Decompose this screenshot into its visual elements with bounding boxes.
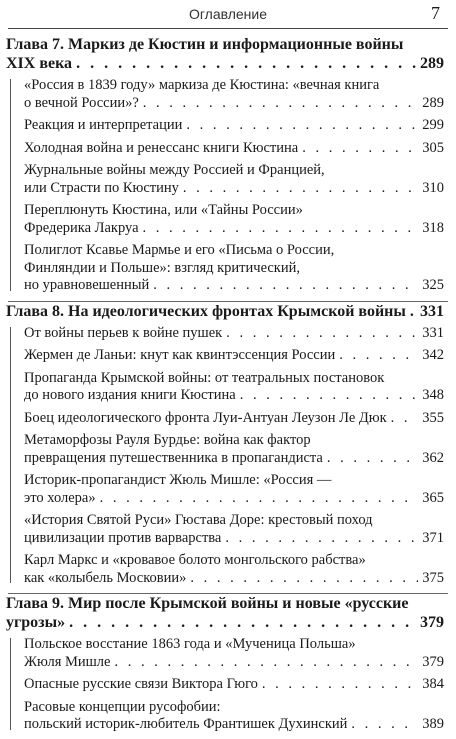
entry-line-text: Журнальные войны между Россией и Францией, — [24, 162, 325, 178]
chapter-block — [0, 35, 456, 295]
entry-line — [24, 676, 444, 694]
toc-entry — [24, 325, 444, 343]
entry-line — [24, 242, 444, 260]
header-rule — [8, 28, 448, 29]
dot-leader — [143, 95, 418, 113]
entry-line-text: Фредерика Лакруа — [24, 219, 139, 236]
entry-line — [24, 410, 444, 428]
section-list — [10, 325, 444, 588]
entry-line — [24, 220, 444, 238]
dot-leader — [327, 450, 418, 468]
table-of-contents — [0, 35, 456, 739]
chapter-title — [6, 302, 444, 321]
dot-leader — [114, 654, 418, 672]
dot-leader — [226, 325, 418, 343]
page-ref: 310 — [422, 179, 444, 196]
chapter-title-line-text: XIX века — [6, 55, 73, 72]
entry-line — [24, 180, 444, 198]
entry-line-text: Боец идеологического фронта Луи-Антуан Леузон Ле Дюк — [24, 409, 387, 426]
chapter-title-line-text: Глава 9. Мир после Крымской войны и новые «русские — [6, 595, 409, 612]
toc-entry — [24, 117, 444, 135]
entry-line — [24, 95, 444, 113]
page-ref: 389 — [422, 716, 444, 732]
toc-entry — [24, 202, 444, 237]
page-ref: 379 — [420, 614, 444, 631]
page-ref: 325 — [422, 277, 444, 293]
dot-leader — [302, 140, 418, 158]
entry-line — [24, 162, 444, 180]
entry-line — [24, 347, 444, 365]
chapter-title-line-text: Глава 8. На идеологических фронтах Крымской войны — [6, 302, 406, 320]
entry-line — [24, 387, 444, 405]
section-list — [10, 77, 444, 295]
entry-line — [24, 636, 444, 654]
toc-entry — [24, 410, 444, 428]
chapter-block — [0, 302, 456, 588]
page-ref: 365 — [422, 489, 444, 506]
chapter-block — [0, 594, 456, 734]
entry-line — [24, 512, 444, 530]
dot-leader — [339, 347, 418, 365]
page-ref: 384 — [422, 676, 444, 692]
dot-leader — [262, 676, 418, 694]
entry-line — [24, 77, 444, 95]
entry-line — [24, 472, 444, 490]
entry-line — [24, 432, 444, 450]
toc-entry — [24, 77, 444, 112]
entry-line — [24, 117, 444, 135]
toc-entry — [24, 370, 444, 405]
chapter-title-line — [6, 613, 444, 632]
running-header-title: Оглавление — [188, 6, 268, 22]
chapter-title-line — [6, 594, 444, 613]
toc-entry — [24, 699, 444, 734]
dot-leader — [69, 613, 416, 632]
entry-line-text: как «колыбель Московии» — [24, 569, 187, 586]
toc-entry — [24, 676, 444, 694]
toc-entry — [24, 636, 444, 671]
entry-line — [24, 490, 444, 508]
entry-line-text: Опасные русские связи Виктора Гюго — [24, 676, 258, 692]
entry-line-text: Пропаганда Крымской войны: от театральных постановок — [24, 369, 385, 386]
entry-line-text: это холера» — [24, 489, 96, 506]
entry-line — [24, 716, 444, 734]
entry-line-text: Расовые концепции русофобии: — [24, 698, 221, 715]
dot-leader — [76, 54, 416, 73]
chapter-title-line — [6, 54, 444, 73]
entry-line-text: Полиглот Ксавье Мармье и его «Письма о России, — [24, 242, 335, 258]
entry-line — [24, 654, 444, 672]
chapter-title — [6, 594, 444, 632]
page-ref: 305 — [422, 139, 444, 156]
entry-line — [24, 370, 444, 388]
toc-entry — [24, 512, 444, 547]
entry-line-text: превращения путешественника в пропагандиста — [24, 449, 323, 466]
page-ref: 379 — [422, 653, 444, 670]
chapter-title-line — [6, 35, 444, 54]
toc-entry — [24, 347, 444, 365]
dot-leader — [100, 490, 419, 508]
page-ref: 289 — [422, 94, 444, 111]
entry-line-text: Карл Маркс и «кровавое болото монгольского рабства» — [24, 552, 366, 568]
toc-entry — [24, 242, 444, 295]
entry-line-text: «История Святой Руси» Гюстава Доре: крестовый поход — [24, 512, 373, 528]
toc-entry — [24, 472, 444, 507]
toc-entry — [24, 162, 444, 197]
entry-line-text: Переплюнуть Кюстина, или «Тайны России» — [24, 202, 303, 218]
dot-leader — [186, 117, 418, 135]
page-ref: 289 — [420, 55, 444, 72]
entry-line — [24, 325, 444, 343]
page-ref: 318 — [422, 219, 444, 236]
dot-leader — [190, 570, 418, 588]
toc-entry — [24, 140, 444, 158]
entry-line — [24, 552, 444, 570]
dot-leader — [143, 220, 419, 238]
entry-line-text: «Россия в 1839 году» маркиза де Кюстина: «вечная книга — [24, 77, 380, 93]
entry-line-text: до нового издания книги Кюстина — [24, 387, 236, 403]
entry-line — [24, 277, 444, 295]
chapter-title-line-text: Глава 7. Маркиз де Кюстин и информационные войны — [6, 36, 404, 53]
page-ref: 299 — [422, 117, 444, 133]
entry-line — [24, 570, 444, 588]
page-ref: 331 — [420, 302, 444, 320]
dot-leader — [410, 302, 416, 321]
entry-line-text: Финляндии и Польше»: взгляд критический, — [24, 259, 300, 276]
dot-leader — [351, 716, 418, 734]
entry-line — [24, 202, 444, 220]
chapter-title-line-text: угрозы» — [6, 614, 66, 631]
chapter-title-line — [6, 302, 444, 321]
page-ref: 362 — [422, 449, 444, 466]
entry-line — [24, 450, 444, 468]
entry-line-text: Метаморфозы Рауля Бурдье: война как фактор — [24, 432, 311, 448]
entry-line — [24, 530, 444, 548]
entry-line-text: или Страсти по Кюстину — [24, 179, 179, 196]
entry-line — [24, 260, 444, 278]
entry-line-text: Жюля Мишле — [24, 653, 111, 670]
entry-line-text: Холодная война и ренессанс книги Кюстина — [24, 139, 299, 156]
section-list — [10, 636, 444, 734]
dot-leader — [240, 387, 419, 405]
entry-line-text: Жермен де Ланьи: кнут как квинтэссенция России — [24, 347, 336, 363]
entry-line-text: Реакция и интерпретации — [24, 117, 183, 133]
entry-line-text: польский историк-любитель Франтишек Духинский — [24, 716, 348, 732]
dot-leader — [225, 530, 418, 548]
page-number: 7 — [431, 3, 440, 23]
page-ref: 342 — [422, 347, 444, 363]
page-ref: 375 — [422, 569, 444, 586]
dot-leader — [153, 277, 418, 295]
entry-line-text: цивилизации против варварства — [24, 529, 222, 546]
dot-leader — [183, 180, 418, 198]
page-ref: 348 — [422, 387, 444, 403]
page-ref: 371 — [422, 529, 444, 546]
page-header — [0, 0, 456, 30]
chapter-title — [6, 35, 444, 73]
entry-line-text: но уравновешенный — [24, 277, 150, 293]
entry-line-text: Польское восстание 1863 года и «Мученица Польша» — [24, 636, 356, 652]
page-ref: 331 — [422, 324, 444, 341]
page-ref: 355 — [422, 409, 444, 426]
entry-line — [24, 699, 444, 717]
entry-line-text: о вечной России»? — [24, 94, 139, 111]
toc-entry — [24, 552, 444, 587]
entry-line-text: От войны перьев к войне пушек — [24, 324, 223, 341]
entry-line — [24, 140, 444, 158]
entry-line-text: Историк-пропагандист Жюль Мишле: «Россия — — [24, 472, 332, 488]
dot-leader — [391, 410, 419, 428]
toc-entry — [24, 432, 444, 467]
